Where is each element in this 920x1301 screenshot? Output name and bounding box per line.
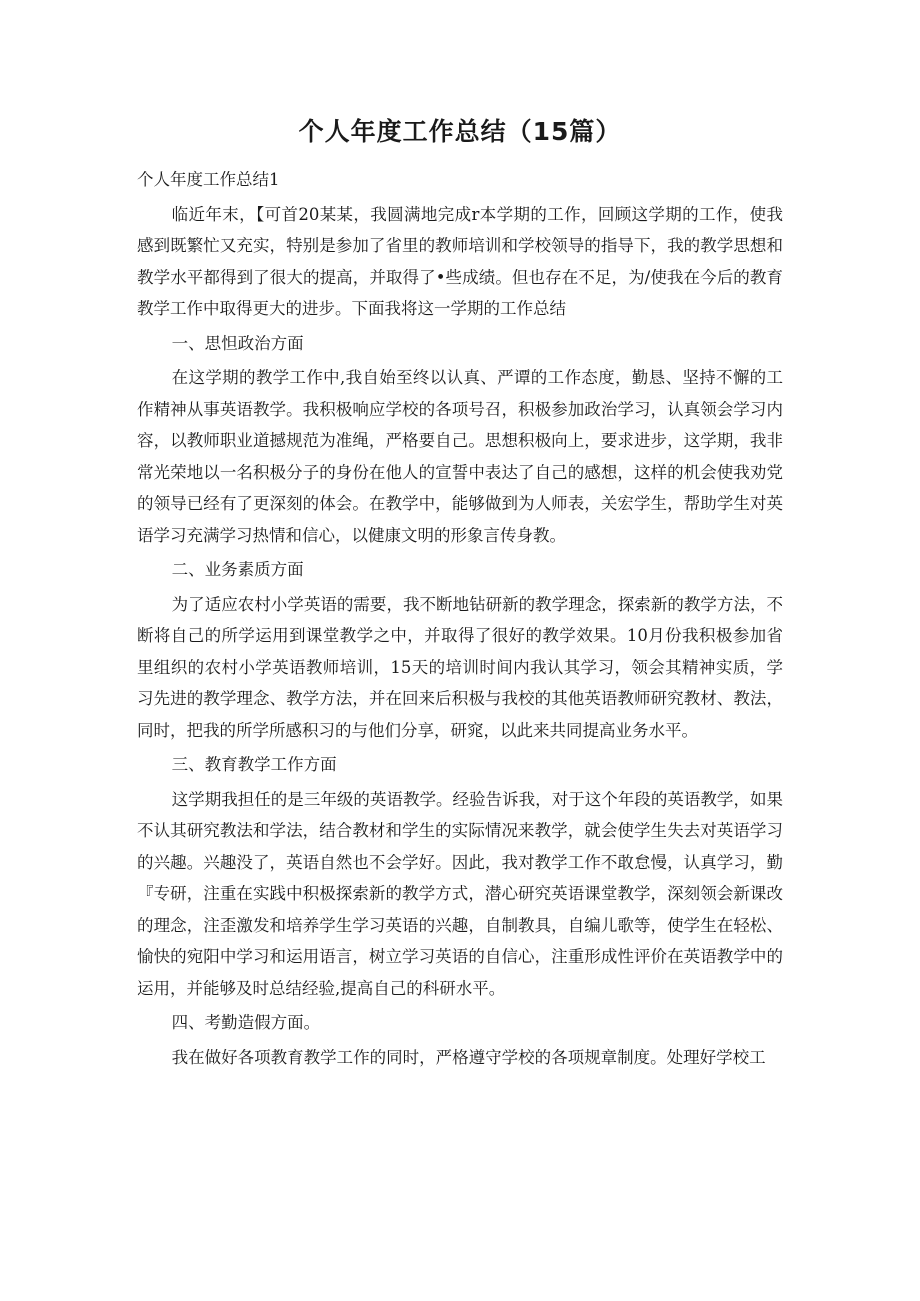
section-heading-political: 一、思怛政治方面 <box>171 333 304 353</box>
document-subtitle: 个人年度工作总结1 <box>137 170 280 189</box>
paragraph-teaching: 这学期我担任的是三年级的英语教学。经验告诉我，对于这个年段的英语教学，如果不认其研究教法和学法，结合教材和学生的实际情况来教学，就会使学生失去对英语学习的兴趣。兴趣没了，英语自然也不会学好。因此，我对教学工作不敢怠慢，认真学习，勤『专研，注重在实践中积极探索新的教学方式，潜心研究英语课堂教学，深刻领会新课改的理念，注歪激发和培养学生学习英语的兴趣，自制教具，自编儿歌等，使学生在轻松、愉快的宛阳中学习和运用语言，树立学习英语的自信心，注重形成性评价在英语教学中的运用，并能够及时总结经验,提高自己的科研水平。 <box>137 789 783 998</box>
paragraph-intro: 临近年末，【可首20某某，我圆满地完成r本学期的工作，回顾这学期的工作，使我感到既繁忙又充实，特别是参加了省里的教师培训和学校领导的指导下，我的教学思想和教学水平都得到了很大的提高，并取得了•些成绩。但也存在不足，为/使我在今后的教育教学工作中取得更大的进步。下面我将这一学期的工作总结 <box>137 204 783 318</box>
section-heading-teaching: 三、教育教学工作方面 <box>171 755 337 774</box>
section-heading-professional: 二、业务素质方面 <box>171 560 304 579</box>
paragraph-attendance: 我在做好各项教育教学工作的同时，严格遵守学校的各项规章制度。处理好学校工 <box>171 1047 766 1067</box>
document-title: 个人年度工作总结（15篇） <box>298 117 622 146</box>
paragraph-professional: 为了适应农村小学英语的需要，我不断地钻研新的教学理念，探索新的教学方法，不断将自己的所学运用到课堂教学之中，并取得了很好的教学效果。10月份我积极参加省里组织的农村小学英语教师培训，15天的培训时间内我认其学习，领会其精神实质，学习先进的教学理念、教学方法，并在回来后积极与我校的其他英语教师研究教材、教法，同时，把我的所学所感积习的与他们分享，研窕，以此来共同提高业务水平。 <box>137 594 783 740</box>
section-heading-attendance: 四、考勤造假方面。 <box>171 1013 321 1032</box>
document-body <box>137 164 783 1076</box>
paragraph-political: 在这学期的教学工作中,我自始至终以认真、严谭的工作态度，勤恳、坚持不懈的工作精神从事英语教学。我积极响应学校的各项号召，积极参加政治学习，认真领会学习内容，以教师职业道撼规范为准绳，严格要自己。思想积极向上，要求进步，这学期，我非常光荣地以一名积极分子的身份在他人的宣誓中表达了自己的感想，这样的机会使我劝党的领导已经有了更深刻的体会。在教学中，能够做到为人师表，关宏学生，帮助学生对英语学习充满学习热情和信心，以健康文明的形象言传身教。 <box>137 368 783 545</box>
